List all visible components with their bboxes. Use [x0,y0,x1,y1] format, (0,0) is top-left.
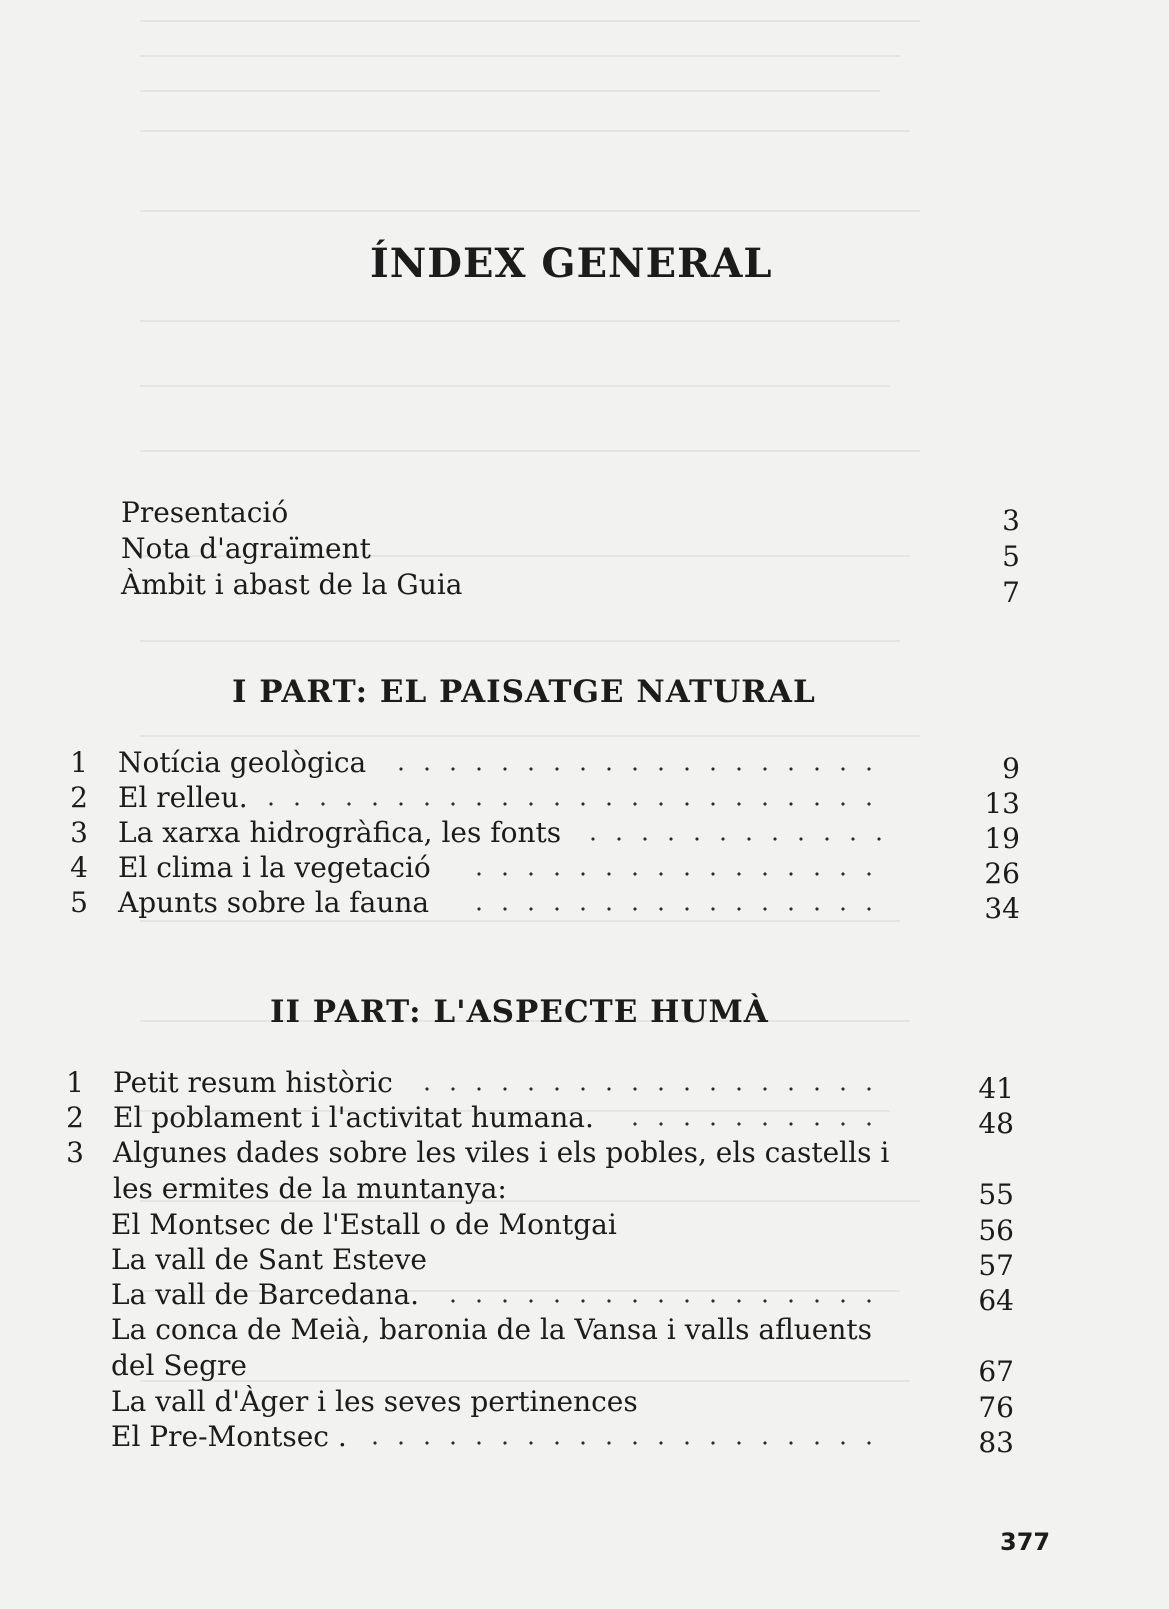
toc-entry-page: 7 [1002,576,1020,609]
toc-entry [0,1385,1169,1424]
toc-entry-label: Notícia geològica [118,746,367,779]
toc-entry-label: Apunts sobre la fauna [118,886,430,919]
toc-entry [0,1101,1169,1140]
toc-entry-number: 1 [70,746,88,779]
toc-entry-page: 41 [978,1072,1014,1105]
toc-entry-number: 2 [70,781,88,814]
toc-entry [0,1420,1169,1459]
toc-entry-label: La vall de Barcedana. [111,1278,420,1311]
toc-entry [0,496,1169,537]
toc-entry-page: 64 [978,1284,1014,1317]
toc-entry [0,816,1169,855]
toc-entry-page: 13 [984,787,1020,820]
leader-dots [622,1119,892,1129]
leader-dots [466,869,892,879]
toc-entry-page: 5 [1002,540,1020,573]
toc-entry-page: 56 [978,1214,1014,1247]
toc-entry-label: El relleu. [118,781,248,814]
toc-entry-number: 3 [66,1136,84,1169]
toc-entry-number: 5 [70,886,88,919]
toc-entry-label: Nota d'agraïment [121,532,371,565]
leader-dots [580,834,892,844]
part-1-title: I PART: EL PAISATGE NATURAL [232,674,816,710]
leader-dots [388,764,892,774]
toc-entry-page: 34 [984,892,1020,925]
leader-dots [258,799,892,809]
toc-entry-label: El Pre-Montsec . [111,1420,347,1453]
toc-entry-number: 1 [66,1066,84,1099]
toc-entry-label: El poblament i l'activitat humana. [113,1101,594,1134]
toc-entry-label: La vall d'Àger i les seves pertinences [111,1385,638,1418]
toc-entry-page: 19 [984,822,1020,855]
toc-entry [0,1313,1169,1388]
toc-entry-label: Petit resum històric [113,1066,393,1099]
toc-entry-label-continued: les ermites de la muntanya: [113,1172,507,1205]
toc-entry-page: 57 [978,1249,1014,1282]
toc-entry [0,746,1169,785]
toc-entry-label: La xarxa hidrogràfica, les fonts [118,816,562,849]
toc-entry-label: Algunes dades sobre les viles i els pobles, els castells i [113,1136,890,1169]
toc-entry-page: 55 [978,1178,1014,1211]
page-title: ÍNDEX GENERAL [370,240,773,287]
toc-entry [0,1243,1169,1282]
toc-entry [0,1278,1169,1317]
toc-entry-page: 83 [978,1426,1014,1459]
toc-entry-number: 4 [70,851,88,884]
toc-entry [0,532,1169,573]
toc-entry [0,781,1169,820]
toc-entry-label-continued: del Segre [111,1349,247,1382]
toc-entry [0,1136,1169,1211]
leader-dots [414,1084,892,1094]
leader-dots [466,904,892,914]
toc-entry-label: Àmbit i abast de la Guia [121,568,463,601]
page-number: 377 [1000,1528,1051,1556]
toc-entry [0,851,1169,890]
toc-entry-label: La vall de Sant Esteve [111,1243,427,1276]
toc-entry [0,1066,1169,1105]
toc-entry [0,886,1169,925]
toc-entry-number: 3 [70,816,88,849]
toc-entry-label: La conca de Meià, baronia de la Vansa i valls afluents [111,1313,873,1346]
toc-entry [0,1208,1169,1247]
leader-dots [362,1438,892,1448]
toc-entry-page: 48 [978,1107,1014,1140]
toc-entry-page: 9 [1002,752,1020,785]
toc-entry-page: 26 [984,857,1020,890]
toc-entry-number: 2 [66,1101,84,1134]
toc-entry-page: 76 [978,1391,1014,1424]
toc-entry-page: 3 [1002,504,1020,537]
toc-entry-label: Presentació [121,496,289,529]
toc-entry-label: El Montsec de l'Estall o de Montgai [111,1208,617,1241]
toc-entry-label: El clima i la vegetació [118,851,431,884]
leader-dots [440,1296,892,1306]
part-2-title: II PART: L'ASPECTE HUMÀ [270,994,769,1030]
toc-entry-page: 67 [978,1355,1014,1388]
toc-entry [0,568,1169,609]
